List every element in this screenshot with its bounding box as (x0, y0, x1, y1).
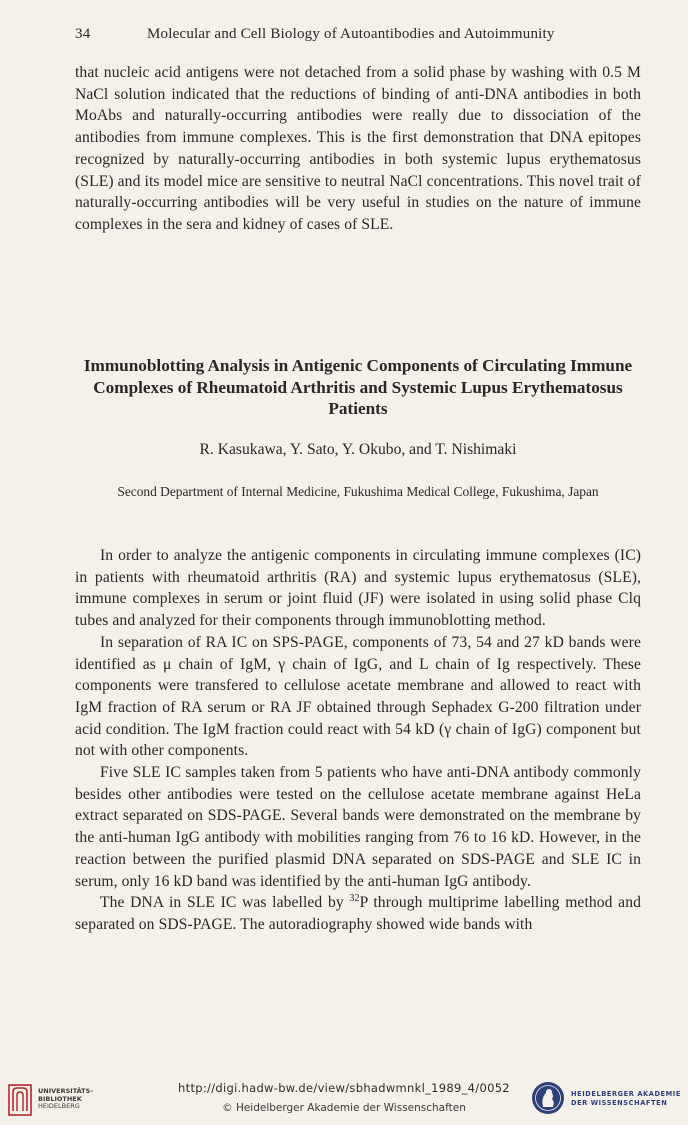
article-title: Immunoblotting Analysis in Antigenic Components of Circulating Immune Complexes of Rheumatoid Arthritis and Systemic Lupus Erythematosus Patients (83, 356, 633, 418)
intro-paragraph: that nucleic acid antigens were not detached from a solid phase by washing with 0.5 M NaCl solution indicated that the reductions of binding of anti-DNA antibodies in both MoAbs and naturally-occurring antibodies were really due to dissociation of the antibodies from immune complexes. This is the first demonstration that DNA epitopes recognized by naturally-occurring antibodies in both systemic lupus erythematosus (SLE) and its model mice are sensitive to neutral NaCl concentrations. This novel trait of naturally-occurring antibodies will be very useful in studies on the nature of immune complexes in the sera and kidney of cases of SLE. (75, 64, 641, 233)
academy-seal-icon (531, 1081, 565, 1115)
permalink-url[interactable]: http://digi.hadw-bw.de/view/sbhadwmnkl_1989_4/0052 (178, 1081, 510, 1095)
body-paragraph: In order to analyze the antigenic components in circulating immune complexes (IC) in patients with rheumatoid arthritis (RA) and systemic lupus erythematosus (SLE), immune complexes in serum or joint fluid (JF) were isolated in using solid phase Clq tubes and analyzed for their components through immunoblotting method. (75, 547, 641, 630)
article-affiliation: Second Department of Internal Medicine, Fukushima Medical College, Fukushima, Japan (117, 484, 599, 499)
academy-name (571, 1090, 681, 1108)
academy-line: HEIDELBERGER AKADEMIE (571, 1090, 681, 1098)
copyright-notice: © Heidelberger Akademie der Wissenschaften (222, 1102, 466, 1114)
page-number: 34 (75, 26, 91, 42)
library-line: HEIDELBERG (38, 1102, 80, 1110)
article-body (75, 545, 641, 936)
library-line: UNIVERSITÄTS- (38, 1087, 93, 1095)
article-authors: R. Kasukawa, Y. Sato, Y. Okubo, and T. Nishimaki (199, 441, 517, 458)
text-run: P through multiprime labelling method and separated on SDS-PAGE. The autoradiography showed wide bands with (75, 894, 642, 933)
digitization-footer (0, 1074, 688, 1125)
body-paragraph (75, 892, 641, 935)
intro-text (75, 62, 641, 236)
text-run: The DNA in SLE IC was labelled by (100, 894, 350, 912)
body-paragraph: Five SLE IC samples taken from 5 patients who have anti-DNA antibody commonly besides other antibodies were tested on the cellulose acetate membrane against HeLa extract separated on SDS-PAGE. Several bands were demonstrated on the membrane by the anti-human IgG antibody with mobilities ranging from 76 to 16 kD. However, in the reaction between the purified plasmid DNA separated on SDS-PAGE and SLE IC in serum, only 16 kD band was identified by the anti-human IgG antibody. (75, 764, 641, 890)
running-title: Molecular and Cell Biology of Autoantibodies and Autoimmunity (147, 26, 555, 42)
academy-line: DER WISSENSCHAFTEN (571, 1099, 668, 1107)
body-paragraph: In separation of RA IC on SPS-PAGE, components of 73, 54 and 27 kD bands were identified as μ chain of IgM, γ chain of IgG, and L chain of Ig respectively. These components were transfered to cellulose acetate membrane and allowed to react with IgM fraction of RA serum or RA JF obtained through Sephadex G-200 filtration under acid condition. The IgM fraction could react with 54 kD (γ chain of IgG) component but not with other components. (75, 633, 641, 760)
superscript: 32 (349, 893, 360, 905)
library-line: BIBLIOTHEK (38, 1094, 82, 1103)
